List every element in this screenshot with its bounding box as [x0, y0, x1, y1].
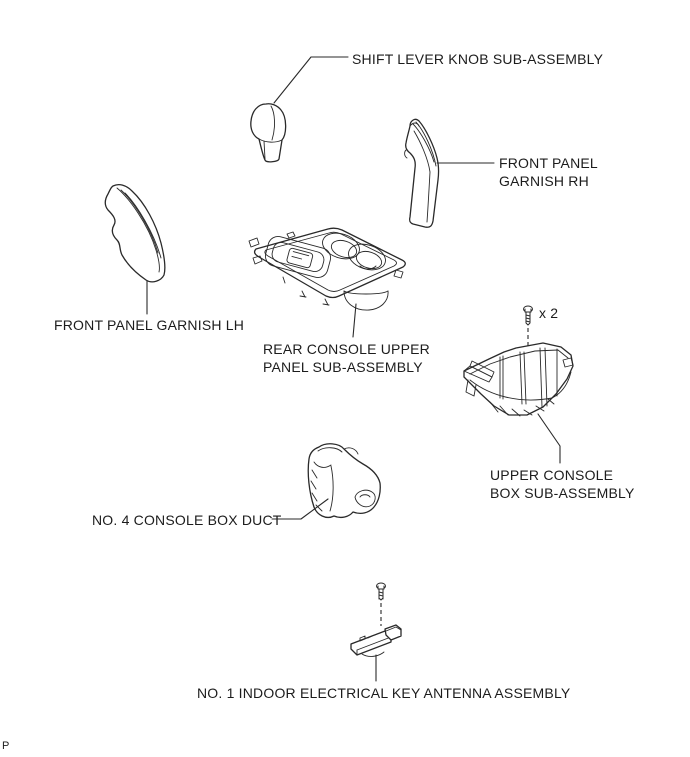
label-key-antenna — [197, 684, 570, 702]
label-console-box-duct — [92, 511, 282, 529]
label-text: SHIFT LEVER KNOB SUB-ASSEMBLY — [352, 51, 604, 67]
label-front-panel-garnish-lh — [54, 316, 244, 334]
screw-icon — [524, 306, 533, 325]
label-upper-console-box — [490, 466, 635, 502]
label-text: FRONT PANEL — [499, 155, 598, 171]
label-text: x 2 — [539, 305, 559, 321]
label-text: NO. 4 CONSOLE BOX DUCT — [92, 512, 282, 528]
part-upper-console-box — [464, 343, 573, 416]
label-text: UPPER CONSOLE — [490, 467, 614, 483]
part-key-antenna — [351, 625, 401, 656]
leader-upper-console-box — [538, 414, 560, 463]
screw-icon-antenna — [377, 583, 386, 600]
leader-rear-console-upper-panel — [353, 304, 356, 337]
leader-shift-lever-knob — [274, 57, 348, 103]
label-text: GARNISH RH — [499, 173, 589, 189]
label-screw-quantity — [539, 304, 558, 322]
part-console-box-duct — [308, 444, 380, 518]
label-text: NO. 1 INDOOR ELECTRICAL KEY ANTENNA ASSEMBLY — [197, 685, 571, 701]
label-text: FRONT PANEL GARNISH LH — [54, 317, 245, 333]
part-rear-console-upper-panel — [249, 228, 405, 310]
label-text: PANEL SUB-ASSEMBLY — [263, 359, 423, 375]
page-mark: P — [2, 740, 10, 752]
label-text: REAR CONSOLE UPPER — [263, 341, 430, 357]
label-text: BOX SUB-ASSEMBLY — [490, 485, 635, 501]
part-shift-lever-knob — [251, 104, 286, 162]
label-rear-console-upper-panel — [263, 340, 430, 376]
part-front-panel-garnish-rh — [405, 119, 439, 227]
part-front-panel-garnish-lh — [105, 185, 164, 282]
label-shift-lever-knob — [352, 50, 603, 68]
label-front-panel-garnish-rh — [499, 154, 598, 190]
